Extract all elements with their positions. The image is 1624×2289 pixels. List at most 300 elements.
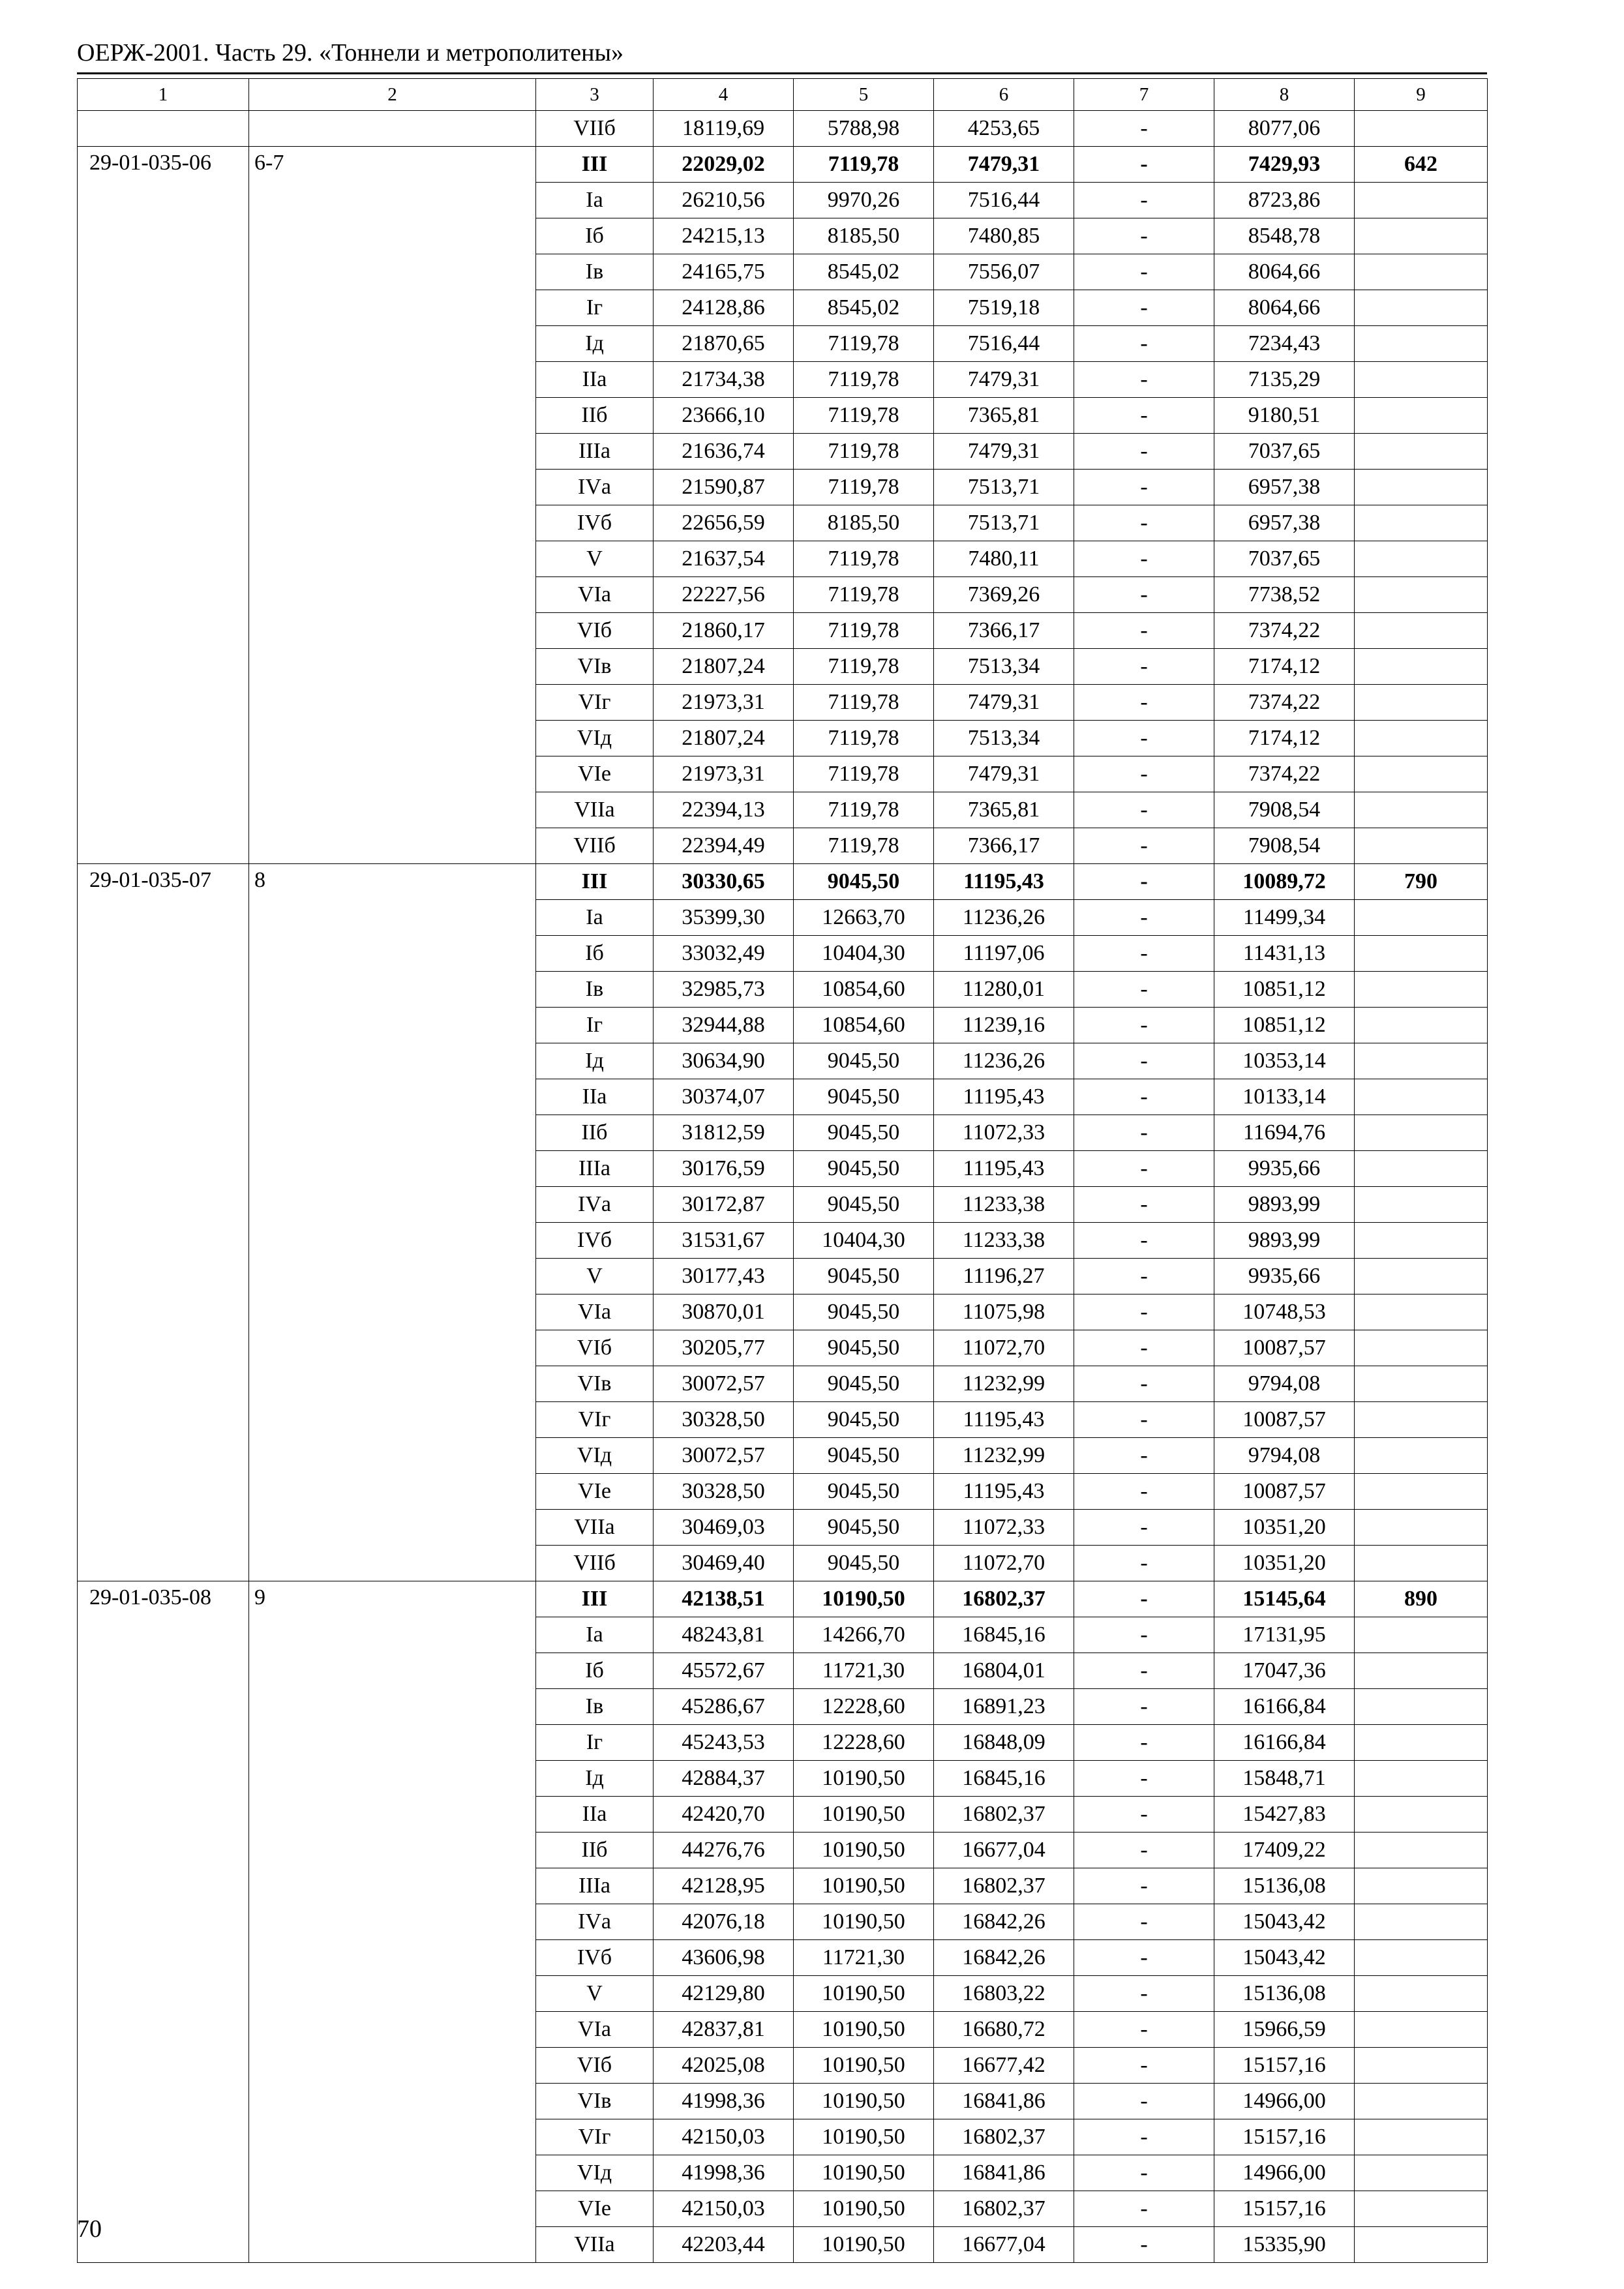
value-cell: 33032,49 — [654, 936, 794, 972]
category-cell: VIе — [536, 1474, 654, 1510]
total-cell — [1355, 1904, 1488, 1940]
value-cell: 7119,78 — [794, 792, 934, 828]
category-cell: Iа — [536, 183, 654, 218]
value-cell: - — [1074, 649, 1214, 685]
value-cell: 10854,60 — [794, 972, 934, 1008]
value-cell: 10851,12 — [1214, 972, 1355, 1008]
total-cell — [1355, 1689, 1488, 1725]
column-number: 2 — [249, 79, 536, 111]
total-cell — [1355, 1223, 1488, 1259]
value-cell: 11195,43 — [934, 1079, 1074, 1115]
value-cell: 15427,83 — [1214, 1797, 1355, 1833]
category-cell: Iа — [536, 1617, 654, 1653]
total-cell — [1355, 613, 1488, 649]
value-cell: - — [1074, 1187, 1214, 1223]
range-cell: 8 — [249, 864, 536, 1581]
value-cell: - — [1074, 1653, 1214, 1689]
value-cell: 4253,65 — [934, 111, 1074, 147]
value-cell: - — [1074, 1904, 1214, 1940]
value-cell: - — [1074, 1043, 1214, 1079]
value-cell: - — [1074, 685, 1214, 721]
value-cell: 42076,18 — [654, 1904, 794, 1940]
value-cell: 16802,37 — [934, 2119, 1074, 2155]
value-cell: 21807,24 — [654, 649, 794, 685]
value-cell: 16802,37 — [934, 2191, 1074, 2227]
total-cell — [1355, 792, 1488, 828]
total-cell — [1355, 398, 1488, 434]
value-cell: 10190,50 — [794, 1797, 934, 1833]
value-cell: 11233,38 — [934, 1223, 1074, 1259]
value-cell: 18119,69 — [654, 111, 794, 147]
category-cell: Iг — [536, 1008, 654, 1043]
value-cell: - — [1074, 1617, 1214, 1653]
category-cell: VIе — [536, 2191, 654, 2227]
category-cell: VIIб — [536, 1546, 654, 1581]
value-cell: 16677,04 — [934, 2227, 1074, 2263]
total-cell — [1355, 1151, 1488, 1187]
value-cell: 7480,85 — [934, 218, 1074, 254]
value-cell: - — [1074, 1438, 1214, 1474]
total-cell — [1355, 1079, 1488, 1115]
category-cell: VIд — [536, 721, 654, 756]
category-cell: VIг — [536, 1402, 654, 1438]
value-cell: 9045,50 — [794, 1510, 934, 1546]
category-cell: Iб — [536, 218, 654, 254]
value-cell: 11499,34 — [1214, 900, 1355, 936]
value-cell: 11196,27 — [934, 1259, 1074, 1294]
value-cell: 30469,03 — [654, 1510, 794, 1546]
value-cell: 9045,50 — [794, 864, 934, 900]
value-cell: - — [1074, 577, 1214, 613]
total-cell — [1355, 1294, 1488, 1330]
total-cell — [1355, 756, 1488, 792]
value-cell: 16848,09 — [934, 1725, 1074, 1761]
category-cell: VIг — [536, 685, 654, 721]
value-cell: 16680,72 — [934, 2012, 1074, 2048]
range-cell: 9 — [249, 1581, 536, 2263]
value-cell: 22227,56 — [654, 577, 794, 613]
total-cell — [1355, 1617, 1488, 1653]
category-cell: V — [536, 1976, 654, 2012]
value-cell: 42150,03 — [654, 2191, 794, 2227]
value-cell: 21590,87 — [654, 470, 794, 505]
category-cell: IVб — [536, 1223, 654, 1259]
value-cell: 7429,93 — [1214, 147, 1355, 183]
total-cell — [1355, 1761, 1488, 1797]
total-cell — [1355, 541, 1488, 577]
value-cell: - — [1074, 2012, 1214, 2048]
value-cell: 7135,29 — [1214, 362, 1355, 398]
value-cell: - — [1074, 290, 1214, 326]
category-cell: IIа — [536, 1797, 654, 1833]
column-number: 8 — [1214, 79, 1355, 111]
value-cell: 7516,44 — [934, 183, 1074, 218]
value-cell: - — [1074, 1008, 1214, 1043]
value-cell: 21973,31 — [654, 685, 794, 721]
value-cell: 43606,98 — [654, 1940, 794, 1976]
value-cell: 10190,50 — [794, 2191, 934, 2227]
value-cell: 5788,98 — [794, 111, 934, 147]
total-cell — [1355, 1976, 1488, 2012]
value-cell: 10851,12 — [1214, 1008, 1355, 1043]
total-cell — [1355, 1725, 1488, 1761]
value-cell: 7374,22 — [1214, 685, 1355, 721]
category-cell: VIа — [536, 1294, 654, 1330]
value-cell: 9893,99 — [1214, 1223, 1355, 1259]
total-cell — [1355, 828, 1488, 864]
value-cell: 21734,38 — [654, 362, 794, 398]
value-cell: 10190,50 — [794, 1904, 934, 1940]
category-cell: Iб — [536, 1653, 654, 1689]
value-cell: - — [1074, 1079, 1214, 1115]
value-cell: 9045,50 — [794, 1438, 934, 1474]
value-cell: 41998,36 — [654, 2155, 794, 2191]
value-cell: 26210,56 — [654, 183, 794, 218]
value-cell: - — [1074, 1797, 1214, 1833]
value-cell: - — [1074, 362, 1214, 398]
category-cell: IVб — [536, 1940, 654, 1976]
value-cell: 10087,57 — [1214, 1474, 1355, 1510]
value-cell: 45243,53 — [654, 1725, 794, 1761]
value-cell: 7174,12 — [1214, 721, 1355, 756]
value-cell: 17131,95 — [1214, 1617, 1355, 1653]
category-cell: VIв — [536, 1366, 654, 1402]
value-cell: - — [1074, 2191, 1214, 2227]
value-cell: 16845,16 — [934, 1617, 1074, 1653]
value-cell: 7513,34 — [934, 721, 1074, 756]
value-cell: 15157,16 — [1214, 2191, 1355, 2227]
rates-table-body — [78, 79, 1488, 2263]
value-cell: 16803,22 — [934, 1976, 1074, 2012]
value-cell: - — [1074, 936, 1214, 972]
category-cell: IIа — [536, 1079, 654, 1115]
table-row — [78, 111, 1488, 147]
value-cell: 7234,43 — [1214, 326, 1355, 362]
value-cell: 24165,75 — [654, 254, 794, 290]
value-cell: 11236,26 — [934, 1043, 1074, 1079]
value-cell: 31531,67 — [654, 1223, 794, 1259]
value-cell: 9045,50 — [794, 1151, 934, 1187]
value-cell: 7119,78 — [794, 577, 934, 613]
value-cell: 16677,42 — [934, 2048, 1074, 2084]
value-cell: 8077,06 — [1214, 111, 1355, 147]
value-cell: - — [1074, 1259, 1214, 1294]
value-cell: 16677,04 — [934, 1833, 1074, 1868]
value-cell: - — [1074, 470, 1214, 505]
total-cell — [1355, 1402, 1488, 1438]
value-cell: 44276,76 — [654, 1833, 794, 1868]
total-cell — [1355, 900, 1488, 936]
category-cell: VIд — [536, 1438, 654, 1474]
category-cell: VIIб — [536, 111, 654, 147]
value-cell: - — [1074, 1868, 1214, 1904]
value-cell: 7479,31 — [934, 434, 1074, 470]
value-cell: 17409,22 — [1214, 1833, 1355, 1868]
value-cell: 32985,73 — [654, 972, 794, 1008]
code-cell — [78, 111, 249, 147]
value-cell: 45572,67 — [654, 1653, 794, 1689]
value-cell: 7119,78 — [794, 362, 934, 398]
value-cell: 9045,50 — [794, 1079, 934, 1115]
value-cell: - — [1074, 1402, 1214, 1438]
value-cell: 9935,66 — [1214, 1151, 1355, 1187]
value-cell: 21973,31 — [654, 756, 794, 792]
total-cell — [1355, 1043, 1488, 1079]
code-cell: 29-01-035-07 — [78, 864, 249, 1581]
value-cell: 7119,78 — [794, 685, 934, 721]
value-cell: 7519,18 — [934, 290, 1074, 326]
range-cell: 6-7 — [249, 147, 536, 864]
value-cell: 15145,64 — [1214, 1581, 1355, 1617]
value-cell: 7516,44 — [934, 326, 1074, 362]
value-cell: 11195,43 — [934, 1474, 1074, 1510]
value-cell: 9045,50 — [794, 1187, 934, 1223]
category-cell: IVб — [536, 505, 654, 541]
total-cell — [1355, 1833, 1488, 1868]
total-cell — [1355, 1868, 1488, 1904]
total-cell — [1355, 2084, 1488, 2119]
header-rule — [77, 72, 1487, 74]
value-cell: 16842,26 — [934, 1904, 1074, 1940]
value-cell: 30374,07 — [654, 1079, 794, 1115]
value-cell: 12228,60 — [794, 1725, 934, 1761]
value-cell: 11072,70 — [934, 1330, 1074, 1366]
category-cell: VIв — [536, 649, 654, 685]
value-cell: 21860,17 — [654, 613, 794, 649]
value-cell: 11721,30 — [794, 1940, 934, 1976]
value-cell: 15136,08 — [1214, 1976, 1355, 2012]
value-cell: 15157,16 — [1214, 2119, 1355, 2155]
value-cell: 11232,99 — [934, 1366, 1074, 1402]
rates-table — [77, 78, 1488, 2263]
value-cell: 9970,26 — [794, 183, 934, 218]
value-cell: 42150,03 — [654, 2119, 794, 2155]
total-cell — [1355, 1510, 1488, 1546]
value-cell: 16891,23 — [934, 1689, 1074, 1725]
value-cell: 7369,26 — [934, 577, 1074, 613]
value-cell: 7479,31 — [934, 362, 1074, 398]
value-cell: - — [1074, 756, 1214, 792]
total-cell — [1355, 470, 1488, 505]
total-cell — [1355, 2048, 1488, 2084]
value-cell: 9045,50 — [794, 1366, 934, 1402]
page-header-title: ОЕРЖ-2001. Часть 29. «Тоннели и метрополитены» — [77, 39, 624, 67]
value-cell: 35399,30 — [654, 900, 794, 936]
value-cell: 10854,60 — [794, 1008, 934, 1043]
value-cell: 9045,50 — [794, 1330, 934, 1366]
value-cell: - — [1074, 1366, 1214, 1402]
value-cell: - — [1074, 434, 1214, 470]
value-cell: 9045,50 — [794, 1259, 934, 1294]
code-cell: 29-01-035-06 — [78, 147, 249, 864]
column-number-row — [78, 79, 1488, 111]
value-cell: 10190,50 — [794, 2048, 934, 2084]
total-cell — [1355, 1653, 1488, 1689]
column-number: 7 — [1074, 79, 1214, 111]
value-cell: 11072,33 — [934, 1115, 1074, 1151]
category-cell: VIа — [536, 577, 654, 613]
value-cell: 16845,16 — [934, 1761, 1074, 1797]
value-cell: - — [1074, 111, 1214, 147]
category-cell: Iв — [536, 254, 654, 290]
value-cell: - — [1074, 218, 1214, 254]
total-cell — [1355, 1474, 1488, 1510]
value-cell: - — [1074, 1223, 1214, 1259]
value-cell: 30172,87 — [654, 1187, 794, 1223]
value-cell: 7119,78 — [794, 613, 934, 649]
table-row — [78, 147, 1488, 183]
column-number: 5 — [794, 79, 934, 111]
table-row — [78, 864, 1488, 900]
category-cell: IVа — [536, 1187, 654, 1223]
value-cell: 15043,42 — [1214, 1940, 1355, 1976]
value-cell: 15966,59 — [1214, 2012, 1355, 2048]
value-cell: - — [1074, 828, 1214, 864]
value-cell: 10133,14 — [1214, 1079, 1355, 1115]
value-cell: 41998,36 — [654, 2084, 794, 2119]
category-cell: IVа — [536, 1904, 654, 1940]
value-cell: 42129,80 — [654, 1976, 794, 2012]
value-cell: 7365,81 — [934, 398, 1074, 434]
value-cell: 7738,52 — [1214, 577, 1355, 613]
total-cell — [1355, 362, 1488, 398]
value-cell: 9794,08 — [1214, 1366, 1355, 1402]
value-cell: 21637,54 — [654, 541, 794, 577]
category-cell: VIIб — [536, 828, 654, 864]
value-cell: 7366,17 — [934, 828, 1074, 864]
value-cell: 7513,34 — [934, 649, 1074, 685]
value-cell: 7513,71 — [934, 505, 1074, 541]
value-cell: 7513,71 — [934, 470, 1074, 505]
value-cell: 7366,17 — [934, 613, 1074, 649]
value-cell: 30328,50 — [654, 1474, 794, 1510]
value-cell: 9893,99 — [1214, 1187, 1355, 1223]
value-cell: 7119,78 — [794, 541, 934, 577]
total-cell — [1355, 1008, 1488, 1043]
value-cell: 30205,77 — [654, 1330, 794, 1366]
category-cell: Iг — [536, 1725, 654, 1761]
total-cell — [1355, 721, 1488, 756]
total-cell — [1355, 1259, 1488, 1294]
value-cell: 9935,66 — [1214, 1259, 1355, 1294]
value-cell: 22656,59 — [654, 505, 794, 541]
value-cell: 7908,54 — [1214, 828, 1355, 864]
value-cell: 10089,72 — [1214, 864, 1355, 900]
value-cell: 7556,07 — [934, 254, 1074, 290]
value-cell: 8548,78 — [1214, 218, 1355, 254]
value-cell: - — [1074, 1976, 1214, 2012]
value-cell: 7119,78 — [794, 649, 934, 685]
value-cell: - — [1074, 1940, 1214, 1976]
total-cell — [1355, 218, 1488, 254]
value-cell: 7037,65 — [1214, 541, 1355, 577]
category-cell: VIе — [536, 756, 654, 792]
category-cell: Iа — [536, 900, 654, 936]
value-cell: 42138,51 — [654, 1581, 794, 1617]
category-cell: VIд — [536, 2155, 654, 2191]
value-cell: 7479,31 — [934, 685, 1074, 721]
value-cell: 30870,01 — [654, 1294, 794, 1330]
total-cell: 790 — [1355, 864, 1488, 900]
total-cell: 890 — [1355, 1581, 1488, 1617]
value-cell: 15043,42 — [1214, 1904, 1355, 1940]
value-cell: 42884,37 — [654, 1761, 794, 1797]
value-cell: 11195,43 — [934, 1151, 1074, 1187]
value-cell: 7480,11 — [934, 541, 1074, 577]
value-cell: - — [1074, 1725, 1214, 1761]
value-cell: 10190,50 — [794, 1761, 934, 1797]
value-cell: - — [1074, 1330, 1214, 1366]
value-cell: - — [1074, 2155, 1214, 2191]
total-cell — [1355, 2155, 1488, 2191]
total-cell — [1355, 972, 1488, 1008]
table-row — [78, 1581, 1488, 1617]
category-cell: Iв — [536, 972, 654, 1008]
value-cell: 30469,40 — [654, 1546, 794, 1581]
value-cell: - — [1074, 1474, 1214, 1510]
value-cell: 9045,50 — [794, 1402, 934, 1438]
value-cell: 8545,02 — [794, 290, 934, 326]
category-cell: VIб — [536, 613, 654, 649]
total-cell — [1355, 183, 1488, 218]
category-cell: VIб — [536, 2048, 654, 2084]
value-cell: - — [1074, 1689, 1214, 1725]
value-cell: 9045,50 — [794, 1115, 934, 1151]
value-cell: 8545,02 — [794, 254, 934, 290]
value-cell: 10748,53 — [1214, 1294, 1355, 1330]
total-cell — [1355, 326, 1488, 362]
total-cell: 642 — [1355, 147, 1488, 183]
value-cell: - — [1074, 721, 1214, 756]
category-cell: IVа — [536, 470, 654, 505]
value-cell: 21870,65 — [654, 326, 794, 362]
total-cell — [1355, 936, 1488, 972]
value-cell: 8185,50 — [794, 218, 934, 254]
value-cell: 7119,78 — [794, 756, 934, 792]
value-cell: 7037,65 — [1214, 434, 1355, 470]
value-cell: 11280,01 — [934, 972, 1074, 1008]
value-cell: - — [1074, 2048, 1214, 2084]
column-number: 1 — [78, 79, 249, 111]
value-cell: 15157,16 — [1214, 2048, 1355, 2084]
value-cell: - — [1074, 1581, 1214, 1617]
value-cell: 10404,30 — [794, 936, 934, 972]
value-cell: 7365,81 — [934, 792, 1074, 828]
value-cell: 8064,66 — [1214, 290, 1355, 326]
category-cell: V — [536, 1259, 654, 1294]
value-cell: - — [1074, 1294, 1214, 1330]
value-cell: - — [1074, 1510, 1214, 1546]
value-cell: 7119,78 — [794, 147, 934, 183]
value-cell: 14266,70 — [794, 1617, 934, 1653]
value-cell: 10190,50 — [794, 2012, 934, 2048]
value-cell: 21636,74 — [654, 434, 794, 470]
total-cell — [1355, 1115, 1488, 1151]
value-cell: 9794,08 — [1214, 1438, 1355, 1474]
value-cell: 7374,22 — [1214, 613, 1355, 649]
value-cell: 16841,86 — [934, 2155, 1074, 2191]
value-cell: 30072,57 — [654, 1438, 794, 1474]
value-cell: 30177,43 — [654, 1259, 794, 1294]
value-cell: 11075,98 — [934, 1294, 1074, 1330]
value-cell: 16166,84 — [1214, 1725, 1355, 1761]
value-cell: 30176,59 — [654, 1151, 794, 1187]
value-cell: 10190,50 — [794, 2155, 934, 2191]
value-cell: 16802,37 — [934, 1797, 1074, 1833]
value-cell: 17047,36 — [1214, 1653, 1355, 1689]
total-cell — [1355, 1797, 1488, 1833]
value-cell: 9045,50 — [794, 1294, 934, 1330]
